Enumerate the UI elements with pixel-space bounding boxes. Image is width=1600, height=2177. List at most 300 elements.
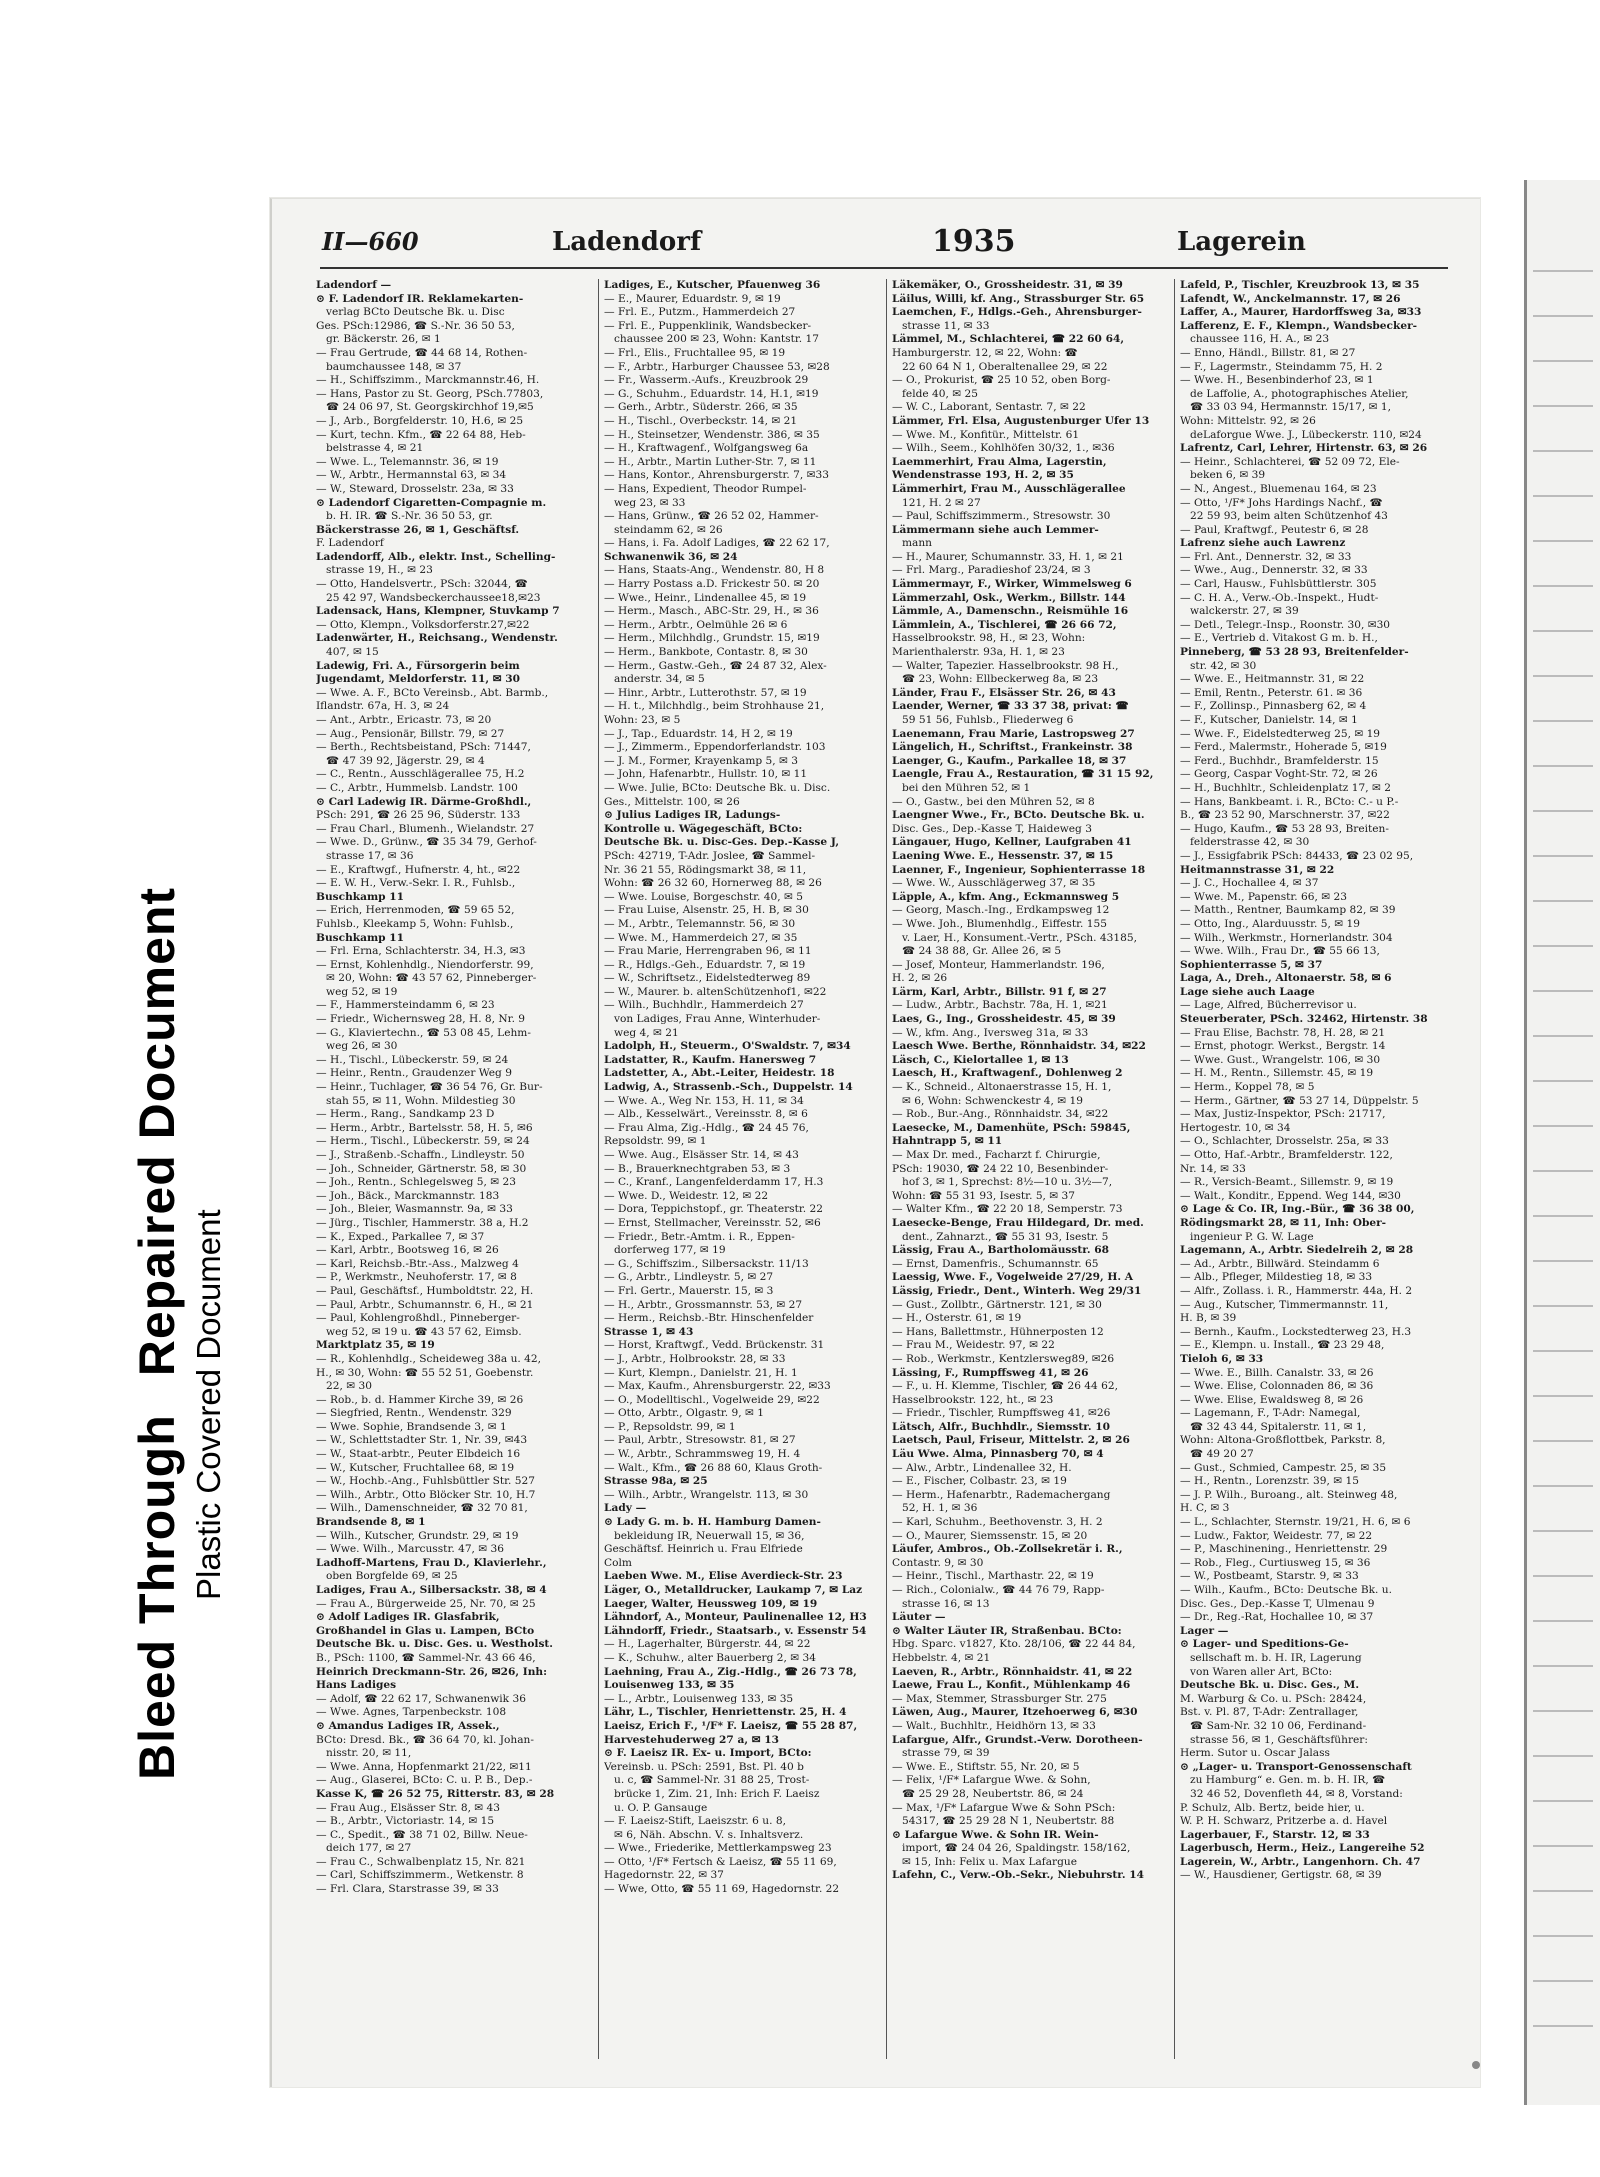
- directory-entry-line: Lafehn, C., Verw.-Ob.-Sekr., Niebuhrstr. 14: [892, 1869, 1144, 1882]
- directory-entry-line: ☎ 33 03 94, Hermannstr. 15/17, ✉ 1,: [1190, 401, 1391, 414]
- edge-text-line: [1533, 1485, 1593, 1487]
- directory-entry-line: — W., Kutscher, Fruchtallee 68, ✉ 19: [316, 1461, 515, 1474]
- directory-entry-line: sellschaft m. b. H. IR, Lagerung: [1190, 1651, 1362, 1664]
- directory-entry-line: — Frau Charl., Blumenh., Wielandstr. 27: [316, 822, 535, 835]
- edge-text-line: [1533, 1755, 1593, 1757]
- directory-entry-line: — Wilh., Arbtr., Wrangelstr. 113, ✉ 30: [604, 1488, 809, 1501]
- directory-entry-line: — Detl., Telegr.-Insp., Roonstr. 30, ✉30: [1180, 618, 1391, 631]
- directory-entry-line: — Max, Justiz-Inspektor, PSch: 21717,: [1180, 1108, 1386, 1121]
- directory-entry-line: — C., Rentn., Ausschlägerallee 75, H.2: [316, 768, 525, 781]
- directory-entry-line: Laemmerhirt, Frau Alma, Lagerstin,: [892, 455, 1107, 468]
- directory-entry-line: Lafferenz, E. F., Klempn., Wandsbecker-: [1180, 319, 1418, 332]
- directory-entry-line: — Herm., Koppel 78, ✉ 5: [1180, 1081, 1315, 1094]
- directory-entry-line: — Rob., b. d. Hammer Kirche 39, ✉ 26: [316, 1393, 524, 1406]
- directory-entry-line: Deutsche Bk. u. Disc-Ges. Dep.-Kasse J,: [604, 836, 840, 849]
- directory-entry-line: — Otto, Ing., Alarduusstr. 5, ✉ 19: [1180, 917, 1360, 930]
- directory-entry-line: — Rob., Fleg., Curtiusweg 15, ✉ 36: [1180, 1556, 1371, 1569]
- directory-entry-line: — W., Hausdiener, Gertigstr. 68, ✉ 39: [1180, 1869, 1382, 1882]
- directory-entry-line: Lafargue, Alfr., Grundst.-Verw. Dorotheen-: [892, 1733, 1143, 1746]
- directory-entry-line: ☎ 23, Wohn: Ellbeckerweg 8a, ✉ 23: [902, 673, 1099, 686]
- directory-entry-line: — Frau Marie, Herrengraben 96, ✉ 11: [604, 945, 812, 958]
- directory-entry-line: — F., Hammersteindamm 6, ✉ 23: [316, 999, 495, 1012]
- directory-entry-line: — Wwe. E., Heitmannstr. 31, ✉ 22: [1180, 673, 1365, 686]
- directory-entry-line: — Hinr., Arbtr., Lutterothstr. 57, ✉ 19: [604, 686, 807, 699]
- directory-entry-line: Läkemäker, O., Grossheidestr. 31, ✉ 39: [892, 279, 1123, 291]
- directory-entry-line: — Herm., Arbtr., Bartelsstr. 58, H. 5, ✉6: [316, 1121, 533, 1134]
- edge-text-line: [1533, 1980, 1593, 1982]
- directory-entry-line: — F., Kutscher, Danielstr. 14, ✉ 1: [1180, 714, 1358, 726]
- edge-text-line: [1533, 1620, 1593, 1622]
- edge-text-line: [1533, 360, 1593, 362]
- directory-entry-line: — Georg, Masch.-Ing., Erdkampsweg 12: [892, 904, 1110, 917]
- directory-entry-line: — Wilh., Arbtr., Otto Blöcker Str. 10, H.7: [316, 1488, 536, 1501]
- directory-entry-line: — Frl. E., Puppenklinik, Wandsbecker-: [604, 319, 812, 332]
- edge-text-line: [1533, 1395, 1593, 1397]
- directory-entry-line: — Ernst, photogr. Werkst., Bergstr. 14: [1180, 1040, 1386, 1053]
- directory-entry-line: — H., Maurer, Schumannstr. 33, H. 1, ✉ 21: [892, 550, 1124, 563]
- directory-column-2: [604, 279, 880, 2069]
- directory-entry-line: deich 177, ✉ 27: [326, 1842, 412, 1855]
- directory-entry-line: — Paul, Geschäftsf., Humboldtstr. 22, H.: [316, 1284, 534, 1297]
- directory-entry-line: — W., Arbtr., Hermannstal 63, ✉ 34: [316, 469, 507, 482]
- directory-entry-line: — Otto, Handelsvertr., PSch: 32044, ☎: [316, 578, 528, 591]
- directory-entry-line: — H., Osterstr. 61, ✉ 19: [892, 1312, 1022, 1325]
- directory-entry-line: — Hans, Expedient, Theodor Rumpel-: [604, 482, 807, 495]
- directory-entry-line: — Herm., Milchhdlg., Grundstr. 15, ✉19: [604, 632, 820, 645]
- directory-entry-line: Laffer, A., Maurer, Hardorffsweg 3a, ✉33: [1180, 306, 1422, 319]
- directory-entry-line: — J., Arb., Borgfelderstr. 10, H.6, ✉ 25: [316, 414, 524, 427]
- edge-text-line: [1533, 540, 1593, 542]
- directory-entry-line: — Aug., Kutscher, Timmermannstr. 11,: [1180, 1298, 1389, 1311]
- directory-entry-line: Bst. v. Pl. 87, T-Adr: Zentrallager,: [1180, 1706, 1359, 1719]
- directory-entry-line: von Waren aller Art, BCto:: [1190, 1665, 1333, 1678]
- directory-entry-line: felderstrasse 42, ✉ 30: [1190, 836, 1310, 849]
- directory-entry-line: oben Borgfelde 69, ✉ 25: [326, 1570, 458, 1583]
- directory-entry-line: — Frl. E., Putzm., Hammerdeich 27: [604, 306, 796, 319]
- directory-entry-line: u. c, ☎ Sammel-Nr. 31 88 25, Trost-: [614, 1774, 810, 1787]
- directory-entry-line: — Heinr., Rentn., Graudenzer Weg 9: [316, 1067, 512, 1080]
- directory-entry-line: — Max, Kaufm., Ahrensburgerstr. 22, ✉33: [604, 1380, 831, 1393]
- directory-entry-line: — Dora, Teppichstopf., gr. Theaterstr. 22: [604, 1203, 823, 1216]
- edge-text-line: [1533, 945, 1593, 947]
- directory-entry-line: Laenemann, Frau Marie, Lastropsweg 27: [892, 727, 1135, 740]
- directory-entry-line: Marktplatz 35, ✉ 19: [316, 1339, 435, 1352]
- directory-entry-line: — Ernst, Stellmacher, Vereinsstr. 52, ✉6: [604, 1216, 821, 1229]
- edge-text-line: [1533, 315, 1593, 317]
- directory-entry-line: — H., Arbtr., Martin Luther-Str. 7, ✉ 11: [604, 455, 817, 468]
- edge-text-line: [1533, 1530, 1593, 1532]
- directory-entry-line: chaussee 200 ✉ 23, Wohn: Kantstr. 17: [614, 333, 819, 346]
- directory-entry-line: Großhandel in Glas u. Lampen, BCto: [316, 1624, 535, 1637]
- directory-entry-line: 52, H. 1, ✉ 36: [902, 1502, 978, 1515]
- directory-entry-line: — Gust., Zollbtr., Gärtnerstr. 121, ✉ 30: [892, 1298, 1102, 1311]
- directory-entry-line: — E. W. H., Verw.-Sekr. I. R., Fuhlsb.,: [316, 877, 516, 890]
- directory-entry-line: PSch: 19030, ☎ 24 22 10, Besenbinder-: [892, 1162, 1109, 1175]
- edge-text-line: [1533, 1215, 1593, 1217]
- directory-entry-line: Lafendt, W., Anckelmannstr. 17, ✉ 26: [1180, 292, 1401, 305]
- edge-text-line: [1533, 1710, 1593, 1712]
- directory-entry-line: — Hugo, Kaufm., ☎ 53 28 93, Breiten-: [1180, 822, 1389, 835]
- directory-entry-line: Laesecke, M., Damenhüte, PSch: 59845,: [892, 1121, 1131, 1134]
- directory-entry-line: — Herm., Arbtr., Oelmühle 26 ✉ 6: [604, 618, 788, 631]
- directory-entry-line: ☎ Sam-Nr. 32 10 06, Ferdinand-: [1190, 1719, 1367, 1732]
- directory-entry-line: — O., Schlachter, Drosselstr. 25a, ✉ 33: [1180, 1135, 1389, 1148]
- directory-entry-line: Laewe, Frau L., Konfit., Mühlenkamp 46: [892, 1679, 1131, 1692]
- directory-entry-line: — Karl, Schuhm., Beethovenstr. 3, H. 2: [892, 1516, 1103, 1529]
- directory-entry-line: PSch: 42719, T-Adr. Joslee, ☎ Sammel-: [604, 849, 816, 862]
- directory-entry-line: — Wwe., Heinr., Lindenallee 45, ✉ 19: [604, 591, 807, 604]
- directory-entry-line: Ges., Mittelstr. 100, ✉ 26: [604, 795, 740, 808]
- directory-entry-line: Lämmermayr, F., Wirker, Wimmelsweg 6: [892, 578, 1132, 591]
- directory-entry-line: — W., kfm. Ang., Iversweg 31a, ✉ 33: [892, 1026, 1089, 1039]
- directory-entry-line: Läuter —: [892, 1611, 946, 1624]
- directory-entry-line: — Frau Alma, Zig.-Hdlg., ☎ 24 45 76,: [604, 1121, 809, 1134]
- directory-entry-line: — Frl. Gertr., Mauerstr. 15, ✉ 3: [604, 1284, 774, 1297]
- directory-entry-line: — C., Arbtr., Hummelsb. Landstr. 100: [316, 781, 518, 794]
- directory-entry-line: — Ernst, Kohlenhdlg., Niendorferstr. 99,: [316, 958, 534, 971]
- directory-entry-line: u. O. P. Gansauge: [614, 1801, 708, 1814]
- directory-entry-line: Herm. Sutor u. Oscar Jalass: [1180, 1747, 1330, 1760]
- directory-entry-line: Laenger, G., Kaufm., Parkallee 18, ✉ 37: [892, 754, 1127, 767]
- directory-entry-line: — Herm., Masch., ABC-Str. 29, H., ✉ 36: [604, 605, 819, 618]
- directory-entry-line: — Alb., Pfleger, Mildestieg 18, ✉ 33: [1180, 1271, 1373, 1284]
- directory-entry-line: — Wwe. F., Eidelstedterweg 25, ✉ 19: [1180, 727, 1381, 740]
- directory-entry-line: steindamm 62, ✉ 26: [614, 523, 723, 536]
- directory-entry-line: — Wilh., Werkmstr., Hornerlandstr. 304: [1180, 931, 1393, 944]
- directory-entry-line: M. Warburg & Co. u. PSch: 28424,: [1180, 1692, 1367, 1705]
- column-divider: [598, 279, 599, 2059]
- directory-entry-line: — H., Tischl., Lübeckerstr. 59, ✉ 24: [316, 1053, 509, 1066]
- directory-entry-line: 22, ✉ 30: [326, 1380, 372, 1393]
- directory-entry-line: Hebbelstr. 4, ✉ 21: [892, 1651, 991, 1664]
- directory-entry-line: Kontrolle u. Wägegeschäft, BCto:: [604, 822, 803, 835]
- directory-entry-line: 22 59 93, beim alten Schützenhof 43: [1190, 510, 1388, 523]
- directory-entry-line: — H., Tischl., Overbeckstr. 14, ✉ 21: [604, 414, 798, 427]
- edge-text-line: [1533, 810, 1593, 812]
- directory-entry-line: — Josef, Monteur, Hammerlandstr. 196,: [892, 958, 1105, 971]
- directory-entry-line: P. Schulz, Alb. Bertz, beide hier, u.: [1180, 1801, 1365, 1814]
- directory-entry-line: — R., Hdlgs.-Geh., Eduardstr. 7, ✉ 19: [604, 958, 806, 971]
- directory-entry-line: ☎ 24 06 97, St. Georgskirchhof 19,✉5: [326, 401, 534, 414]
- directory-entry-line: — F., Zollinsp., Pinnasberg 62, ✉ 4: [1180, 700, 1367, 713]
- directory-entry-line: Lagerbusch, Herm., Heiz., Langereihe 52: [1180, 1842, 1425, 1855]
- directory-entry-line: Lätsch, Alfr., Buchhdlr., Siemsstr. 10: [892, 1420, 1110, 1433]
- directory-entry-line: Laengner Wwe., Fr., BCto. Deutsche Bk. u.: [892, 809, 1145, 822]
- directory-entry-line: — Walter, Tapezier. Hasselbrookstr. 98 H.,: [892, 659, 1119, 672]
- directory-entry-line: — Wwe. Wilh., Marcusstr. 47, ✉ 36: [316, 1543, 505, 1556]
- directory-entry-line: Iflandstr. 67a, H. 3, ✉ 24: [316, 700, 450, 713]
- directory-entry-line: — O., Prokurist, ☎ 25 10 52, oben Borg-: [892, 374, 1111, 387]
- directory-entry-line: — Wilh., Buchhdlr., Hammerdeich 27: [604, 999, 804, 1012]
- directory-entry-line: b. H. IR. ☎ S.-Nr. 36 50 53, gr.: [326, 510, 493, 523]
- directory-entry-line: — K., Schuhw., alter Bauerberg 2, ✉ 34: [604, 1651, 816, 1664]
- directory-entry-line: Bäckerstrasse 26, ✉ 1, Geschäftsf.: [316, 523, 520, 536]
- directory-entry-line: Hbg. Sparc. v1827, Kto. 28/106, ☎ 22 44 84,: [892, 1638, 1136, 1651]
- edge-text-line: [1533, 1350, 1593, 1352]
- directory-entry-line: — W., Hochb.-Ang., Fuhlsbüttler Str. 527: [316, 1475, 535, 1488]
- directory-entry-line: — L., Arbtr., Louisenweg 133, ✉ 35: [604, 1692, 794, 1705]
- directory-entry-line: ingenieur P. G. W. Lage: [1190, 1230, 1314, 1243]
- directory-entry-line: stah 55, ✉ 11, Wohn. Mildestieg 30: [326, 1094, 516, 1107]
- directory-entry-line: — G., Arbtr., Lindleystr. 5, ✉ 27: [604, 1271, 774, 1284]
- directory-entry-line: Laes, G., Ing., Grossheidestr. 45, ✉ 39: [892, 1013, 1116, 1026]
- directory-entry-line: Wohn: Altona-Großflottbek, Parkstr. 8,: [1180, 1434, 1386, 1447]
- directory-entry-line: Wohn: ☎ 55 31 93, Isestr. 5, ✉ 37: [892, 1189, 1076, 1202]
- directory-entry-line: Lässig, Frau A., Bartholomäusstr. 68: [892, 1244, 1109, 1257]
- directory-entry-line: — M., Arbtr., Telemannstr. 56, ✉ 30: [604, 917, 796, 930]
- directory-entry-line: — Frl. Ant., Dennerstr. 32, ✉ 33: [1180, 550, 1352, 563]
- directory-entry-line: ⊙ F. Ladendorf IR. Reklamekarten-: [316, 292, 524, 305]
- directory-entry-line: — Gust., Schmied, Campestr. 25, ✉ 35: [1180, 1461, 1387, 1474]
- directory-entry-line: 54317, ☎ 25 29 28 N 1, Neubertstr. 88: [902, 1815, 1115, 1828]
- directory-entry-line: — H., Steinsetzer, Wendenstr. 386, ✉ 35: [604, 428, 820, 441]
- directory-entry-line: Lässing, F., Rumpffsweg 41, ✉ 26: [892, 1366, 1089, 1379]
- directory-entry-line: H. 2, ✉ 26: [892, 972, 948, 985]
- directory-entry-line: — B., Brauerknechtgraben 53, ✉ 3: [604, 1162, 791, 1175]
- edge-text-line: [1533, 990, 1593, 992]
- directory-entry-line: hof 3, ✉ 1, Sprechst: 8½—10 u. 3½—7,: [902, 1176, 1113, 1189]
- directory-entry-line: strasse 56, ✉ 1, Geschäftsführer:: [1190, 1733, 1368, 1746]
- directory-entry-line: — Joh., Bäck., Marckmannstr. 183: [316, 1189, 500, 1202]
- directory-entry-line: — G., Schiffszim., Silbersackstr. 11/13: [604, 1257, 809, 1270]
- directory-entry-line: — Friedr., Wichernsweg 28, H. 8, Nr. 9: [316, 1013, 526, 1026]
- directory-entry-line: belstrasse 4, ✉ 21: [326, 442, 424, 455]
- edge-text-line: [1533, 630, 1593, 632]
- directory-entry-line: — Wwe. Elise, Colonnaden 86, ✉ 36: [1180, 1380, 1374, 1393]
- directory-entry-line: — Hans, Kontor., Ahrensburgerstr. 7, ✉33: [604, 469, 829, 482]
- directory-entry-line: Ladolph, H., Steuerm., O'Swaldstr. 7, ✉34: [604, 1040, 851, 1053]
- directory-entry-line: B., ☎ 23 52 90, Marschnerstr. 37, ✉22: [1180, 809, 1390, 822]
- directory-entry-line: Lämmermann siehe auch Lemmer-: [892, 523, 1099, 536]
- directory-entry-line: — F., u. H. Klemme, Tischler, ☎ 26 44 62,: [892, 1380, 1119, 1393]
- directory-entry-line: — Wwe. Sophie, Brandsende 3, ✉ 1: [316, 1420, 507, 1433]
- directory-entry-line: Ladstatter, R., Kaufm. Hanersweg 7: [604, 1053, 817, 1066]
- directory-entry-line: — Wilh., Seem., Kohlhöfen 30/32, 1., ✉36: [892, 442, 1115, 455]
- directory-entry-line: Nr. 14, ✉ 33: [1180, 1162, 1246, 1175]
- directory-entry-line: Laeisz, Erich F., ¹/F* F. Laeisz, ☎ 55 28 87,: [604, 1719, 858, 1732]
- directory-entry-line: Hasselbrookstr. 122, ht., ✉ 23: [892, 1393, 1054, 1406]
- directory-entry-line: Sophienterrasse 5, ✉ 37: [1180, 958, 1323, 971]
- directory-entry-line: — Paul, Arbtr., Stresowstr. 81, ✉ 27: [604, 1434, 796, 1447]
- directory-entry-line: — Wwe. M., Konfitür., Mittelstr. 61: [892, 428, 1080, 441]
- directory-entry-line: chaussee 116, H. A., ✉ 23: [1190, 333, 1330, 346]
- directory-entry-line: — H., Schiffszimm., Marckmannstr.46, H.: [316, 374, 540, 387]
- directory-entry-line: ✉ 6, Näh. Abschn. V. s. Inhaltsverz.: [614, 1828, 804, 1841]
- directory-entry-line: — H., Rentn., Lorenzstr. 39, ✉ 15: [1180, 1475, 1359, 1488]
- directory-entry-line: — Wwe. Joh., Blumenhdlg., Eiffestr. 155: [892, 917, 1107, 930]
- directory-entry-line: Laeben Wwe. M., Elise Averdieck-Str. 23: [604, 1570, 843, 1583]
- directory-entry-line: Ladendorff, Alb., elektr. Inst., Schelling-: [316, 550, 556, 563]
- directory-entry-line: — Ant., Arbtr., Ericastr. 73, ✉ 20: [316, 714, 492, 726]
- directory-entry-line: nisstr. 20, ✉ 11,: [326, 1747, 412, 1760]
- directory-entry-line: ⊙ Walter Läuter IR, Straßenbau. BCto:: [892, 1624, 1122, 1637]
- directory-entry-line: — Rob., Werkmstr., Kentzlersweg89, ✉26: [892, 1352, 1115, 1365]
- edge-text-line: [1533, 855, 1593, 857]
- directory-entry-line: — Carl, Schiffszimmerm., Wetkenstr. 8: [316, 1869, 524, 1882]
- directory-entry-line: — Alb., Kesselwärt., Vereinsstr. 8, ✉ 6: [604, 1108, 808, 1121]
- directory-entry-line: — Frl. Marg., Paradieshof 23/24, ✉ 3: [892, 564, 1091, 577]
- directory-entry-line: — Wwe. L., Telemannstr. 36, ✉ 19: [316, 455, 499, 468]
- directory-entry-line: ⊙ Lager- und Speditions-Ge-: [1180, 1638, 1349, 1651]
- directory-entry-line: Länder, Frau F., Elsässer Str. 26, ✉ 43: [892, 686, 1116, 699]
- directory-entry-line: Laesch Wwe. Berthe, Rönnhaidstr. 34, ✉22: [892, 1040, 1146, 1053]
- column-divider: [1174, 279, 1175, 2059]
- directory-entry-line: — E., Vertrieb d. Vitakost G m. b. H.,: [1180, 632, 1378, 645]
- directory-entry-line: — Wwe. D., Grünw., ☎ 35 34 79, Gerhof-: [316, 836, 537, 849]
- header-year: 1935: [932, 224, 1016, 259]
- edge-text-line: [1533, 1170, 1593, 1172]
- directory-entry-line: — E., Maurer, Eduardstr. 9, ✉ 19: [604, 292, 781, 305]
- directory-entry-line: ☎ 32 43 44, Spitalerstr. 11, ✉ 1,: [1190, 1420, 1367, 1433]
- directory-entry-line: strasse 11, ✉ 33: [902, 319, 990, 332]
- directory-entry-line: — Frau Aug., Elsässer Str. 8, ✉ 43: [316, 1801, 501, 1814]
- directory-entry-line: — J. C., Hochallee 4, ✉ 37: [1180, 877, 1319, 890]
- directory-entry-line: — Wilh., Kutscher, Grundstr. 29, ✉ 19: [316, 1529, 519, 1542]
- directory-entry-line: — L., Schlachter, Sternstr. 19/21, H. 6, ✉ 6: [1180, 1516, 1411, 1529]
- directory-entry-line: Heitmannstrasse 31, ✉ 22: [1180, 863, 1335, 876]
- directory-entry-line: — J., Straßenb.-Schaffn., Lindleystr. 50: [316, 1149, 525, 1161]
- directory-entry-line: Läger, O., Metalldrucker, Laukamp 7, ✉ Laz: [604, 1584, 863, 1596]
- directory-entry-line: Längauer, Hugo, Kellner, Laufgraben 41: [892, 836, 1132, 849]
- edge-text-line: [1533, 1575, 1593, 1577]
- directory-entry-line: — Enno, Händl., Billstr. 81, ✉ 27: [1180, 346, 1356, 359]
- directory-entry-line: — C., Spedit., ☎ 38 71 02, Billw. Neue-: [316, 1828, 528, 1841]
- directory-entry-line: Schwanenwik 36, ✉ 24: [604, 550, 738, 563]
- directory-entry-line: — O., Modelltischl., Vogelweide 29, ✉22: [604, 1393, 820, 1406]
- directory-entry-line: — Ludw., Arbtr., Bachstr. 78a, H. 1, ✉21: [892, 999, 1108, 1012]
- directory-entry-line: Läpple, A., kfm. Ang., Eckmannsweg 5: [892, 890, 1120, 903]
- directory-entry-line: Rödingsmarkt 28, ✉ 11, Inh: Ober-: [1180, 1216, 1387, 1229]
- directory-entry-line: — P., Maschinening., Henriettenstr. 29: [1180, 1543, 1388, 1556]
- directory-entry-line: — Kurt, techn. Kfm., ☎ 22 64 88, Heb-: [316, 428, 526, 441]
- directory-entry-line: Lady —: [604, 1502, 647, 1515]
- directory-entry-line: — Hans, Grünw., ☎ 26 52 02, Hammer-: [604, 510, 819, 523]
- directory-entry-line: — Wwe. Louise, Borgeschstr. 40, ✉ 5: [604, 890, 803, 903]
- directory-entry-line: — Frau A., Bürgerweide 25, Nr. 70, ✉ 25: [316, 1597, 536, 1610]
- directory-entry-line: — Hans, Bankbeamt. i. R., BCto: C.- u P.-: [1180, 795, 1399, 808]
- directory-entry-line: strasse 16, ✉ 13: [902, 1597, 990, 1610]
- directory-entry-line: — Wwe. D., Weidestr. 12, ✉ 22: [604, 1189, 769, 1202]
- edge-text-line: [1533, 270, 1593, 272]
- directory-entry-line: Pinneberg, ☎ 53 28 93, Breitenfelder-: [1180, 646, 1409, 659]
- directory-entry-line: — J., Zimmerm., Eppendorferlandstr. 103: [604, 741, 826, 754]
- directory-entry-line: Laender, Werner, ☎ 33 37 38, privat: ☎: [892, 700, 1129, 713]
- directory-entry-line: Fuhlsb., Kleekamp 5, Wohn: Fuhlsb.,: [316, 917, 514, 930]
- directory-entry-line: Wohn: Mittelstr. 92, ✉ 26: [1180, 414, 1316, 427]
- directory-entry-line: — Alfr., Zollass. i. R., Hammerstr. 44a, H. 2: [1180, 1284, 1413, 1297]
- directory-entry-line: Laesecke-Benge, Frau Hildegard, Dr. med.: [892, 1216, 1144, 1229]
- directory-entry-line: — H., Arbtr., Grossmannstr. 53, ✉ 27: [604, 1298, 803, 1311]
- directory-entry-line: — Adolf, ☎ 22 62 17, Schwanenwik 36: [316, 1692, 526, 1705]
- directory-entry-line: Ladiges, E., Kutscher, Pfauenweg 36: [604, 279, 821, 291]
- directory-entry-line: Lähndorff, Friedr., Staatsarb., v. Essenstr 54: [604, 1624, 867, 1637]
- directory-entry-line: str. 42, ✉ 30: [1190, 659, 1257, 672]
- directory-entry-line: Louisenweg 133, ✉ 35: [604, 1679, 735, 1692]
- directory-column-1: [316, 279, 592, 2069]
- directory-entry-line: — Otto, ¹/F* Johs Hardings Nachf., ☎: [1180, 496, 1383, 509]
- directory-entry-line: Deutsche Bk. u. Disc. Ges., M.: [1180, 1679, 1360, 1692]
- directory-entry-line: — Harry Postass a.D. Frickestr 50. ✉ 20: [604, 578, 820, 591]
- directory-entry-line: anderstr. 34, ✉ 5: [614, 673, 705, 686]
- directory-entry-line: Kasse K, ☎ 26 52 75, Ritterstr. 83, ✉ 28: [316, 1787, 555, 1800]
- directory-entry-line: — Gerh., Arbtr., Süderstr. 266, ✉ 35: [604, 401, 798, 414]
- directory-entry-line: — B., Arbtr., Victoriastr. 14, ✉ 15: [316, 1815, 495, 1828]
- directory-entry-line: — Herm., Bankbote, Contastr. 8, ✉ 30: [604, 646, 808, 659]
- directory-entry-line: — Joh., Schneider, Gärtnerstr. 58, ✉ 30: [316, 1162, 527, 1175]
- directory-entry-line: — G., Schuhm., Eduardstr. 14, H.1, ✉19: [604, 387, 819, 400]
- directory-entry-line: — E., Fischer, Colbastr. 23, ✉ 19: [892, 1475, 1067, 1488]
- directory-entry-line: — P., Werkmstr., Neuhoferstr. 17, ✉ 8: [316, 1271, 517, 1284]
- directory-entry-line: — Wwe. A. F., BCto Vereinsb., Abt. Barmb.,: [316, 686, 549, 699]
- edge-text-line: [1533, 1800, 1593, 1802]
- directory-entry-line: Lafrenz siehe auch Lawrenz: [1180, 537, 1346, 550]
- directory-entry-line: Läilus, Willi, kf. Ang., Strassburger Str. 65: [892, 292, 1145, 305]
- directory-entry-line: v. Laer, H., Konsument.-Vertr., PSch. 43185,: [902, 931, 1137, 944]
- directory-entry-line: — Horst, Kraftwgf., Vedd. Brückenstr. 31: [604, 1339, 825, 1352]
- directory-entry-line: ⊙ Julius Ladiges IR, Ladungs-: [604, 809, 781, 822]
- directory-entry-line: — Herm., Gastw.-Geh., ☎ 24 87 32, Alex-: [604, 659, 827, 672]
- directory-entry-line: weg 4, ✉ 21: [614, 1026, 679, 1039]
- directory-entry-line: — Wwe., Friederike, Mettlerkampsweg 23: [604, 1842, 832, 1855]
- directory-entry-line: — Alw., Arbtr., Lindenallee 32, H.: [892, 1461, 1072, 1474]
- directory-entry-line: — Paul, Arbtr., Schumannstr. 6, H., ✉ 21: [316, 1298, 534, 1311]
- directory-entry-line: — Wwe. Gust., Wrangelstr. 106, ✉ 30: [1180, 1053, 1381, 1066]
- directory-entry-line: — Ferd., Malermstr., Hoherade 5, ✉19: [1180, 741, 1387, 754]
- directory-entry-line: — Wwe. Anna, Hopfenmarkt 21/22, ✉11: [316, 1760, 532, 1773]
- directory-entry-line: beken 6, ✉ 39: [1190, 469, 1266, 482]
- directory-entry-line: Laemchen, F., Hdlgs.-Geh., Ahrensburger-: [892, 306, 1142, 319]
- directory-entry-line: — John, Hafenarbtr., Hullstr. 10, ✉ 11: [604, 768, 808, 781]
- directory-entry-line: Ladiges, Frau A., Silbersackstr. 38, ✉ 4: [316, 1584, 547, 1596]
- directory-entry-line: Laeven, R., Arbtr., Rönnhaidstr. 41, ✉ 22: [892, 1665, 1133, 1678]
- directory-entry-line: Lähndorf, A., Monteur, Paulinenallee 12, H3: [604, 1611, 867, 1624]
- directory-entry-line: 25 42 97, Wandsbeckerchaussee18,✉23: [326, 591, 541, 604]
- directory-entry-line: — Wwe. H., Besenbinderhof 23, ✉ 1: [1180, 374, 1374, 387]
- directory-entry-line: dorferweg 177, ✉ 19: [614, 1244, 726, 1257]
- directory-entry-line: — Erich, Herrenmoden, ☎ 59 65 52,: [316, 904, 515, 917]
- directory-entry-line: Läufer, Ambros., Ob.-Zollsekretär i. R.,: [892, 1543, 1123, 1556]
- directory-entry-line: — Otto, Klempn., Volksdorferstr.27,✉22: [316, 618, 530, 631]
- edge-text-line: [1533, 765, 1593, 767]
- directory-entry-line: — Felix, ¹/F* Lafargue Wwe. & Sohn,: [892, 1774, 1091, 1787]
- directory-entry-line: Laessig, Wwe. F., Vogelweide 27/29, H. A: [892, 1271, 1133, 1284]
- directory-entry-line: deLaforgue Wwe. J., Lübeckerstr. 110, ✉24: [1190, 428, 1422, 441]
- directory-entry-line: ⊙ Amandus Ladiges IR, Assek.,: [316, 1719, 500, 1732]
- directory-entry-line: Längelich, H., Schriftst., Frankeinstr. 38: [892, 741, 1133, 754]
- directory-entry-line: — Paul, Kraftwgf., Peutestr 6, ✉ 28: [1180, 523, 1369, 536]
- directory-entry-line: — Wwe, Otto, ☎ 55 11 69, Hagedornstr. 22: [604, 1883, 840, 1896]
- directory-entry-line: — Heinr., Schlachterei, ☎ 52 09 72, Ele-: [1180, 455, 1400, 468]
- directory-entry-line: strasse 19, H., ✉ 23: [326, 564, 433, 577]
- directory-entry-line: Ladendorf —: [316, 279, 392, 291]
- directory-entry-line: — Berth., Rechtsbeistand, PSch: 71447,: [316, 741, 531, 754]
- directory-entry-line: — W., Schlettstadter Str. 1, Nr. 39, ✉43: [316, 1434, 528, 1447]
- directory-entry-line: weg 52, ✉ 19: [326, 985, 398, 998]
- directory-entry-line: Colm: [604, 1556, 632, 1569]
- directory-entry-line: — Friedr., Betr.-Amtm. i. R., Eppen-: [604, 1230, 795, 1243]
- directory-entry-line: Steuerberater, PSch. 32462, Hirtenstr. 38: [1180, 1013, 1428, 1026]
- directory-entry-line: — Herm., Reichsb.-Btr. Hinschenfelder: [604, 1312, 814, 1325]
- directory-entry-line: — O., Gastw., bei den Mühren 52, ✉ 8: [892, 795, 1095, 808]
- directory-entry-line: — Karl, Arbtr., Bootsweg 16, ✉ 26: [316, 1244, 499, 1257]
- directory-entry-line: PSch: 291, ☎ 26 25 96, Süderstr. 133: [316, 809, 521, 822]
- directory-entry-line: — Ludw., Faktor, Weidestr. 77, ✉ 22: [1180, 1529, 1373, 1542]
- directory-entry-line: — W. C., Laborant, Sentastr. 7, ✉ 22: [892, 401, 1086, 414]
- edge-text-line: [1533, 1305, 1593, 1307]
- directory-entry-line: ⊙ Lafargue Wwe. & Sohn IR. Wein-: [892, 1828, 1099, 1841]
- directory-entry-line: — Joh., Bleier, Wasmannstr. 9a, ✉ 33: [316, 1203, 513, 1216]
- directory-entry-line: — K., Schneid., Altonaerstrasse 15, H. 1,: [892, 1081, 1112, 1094]
